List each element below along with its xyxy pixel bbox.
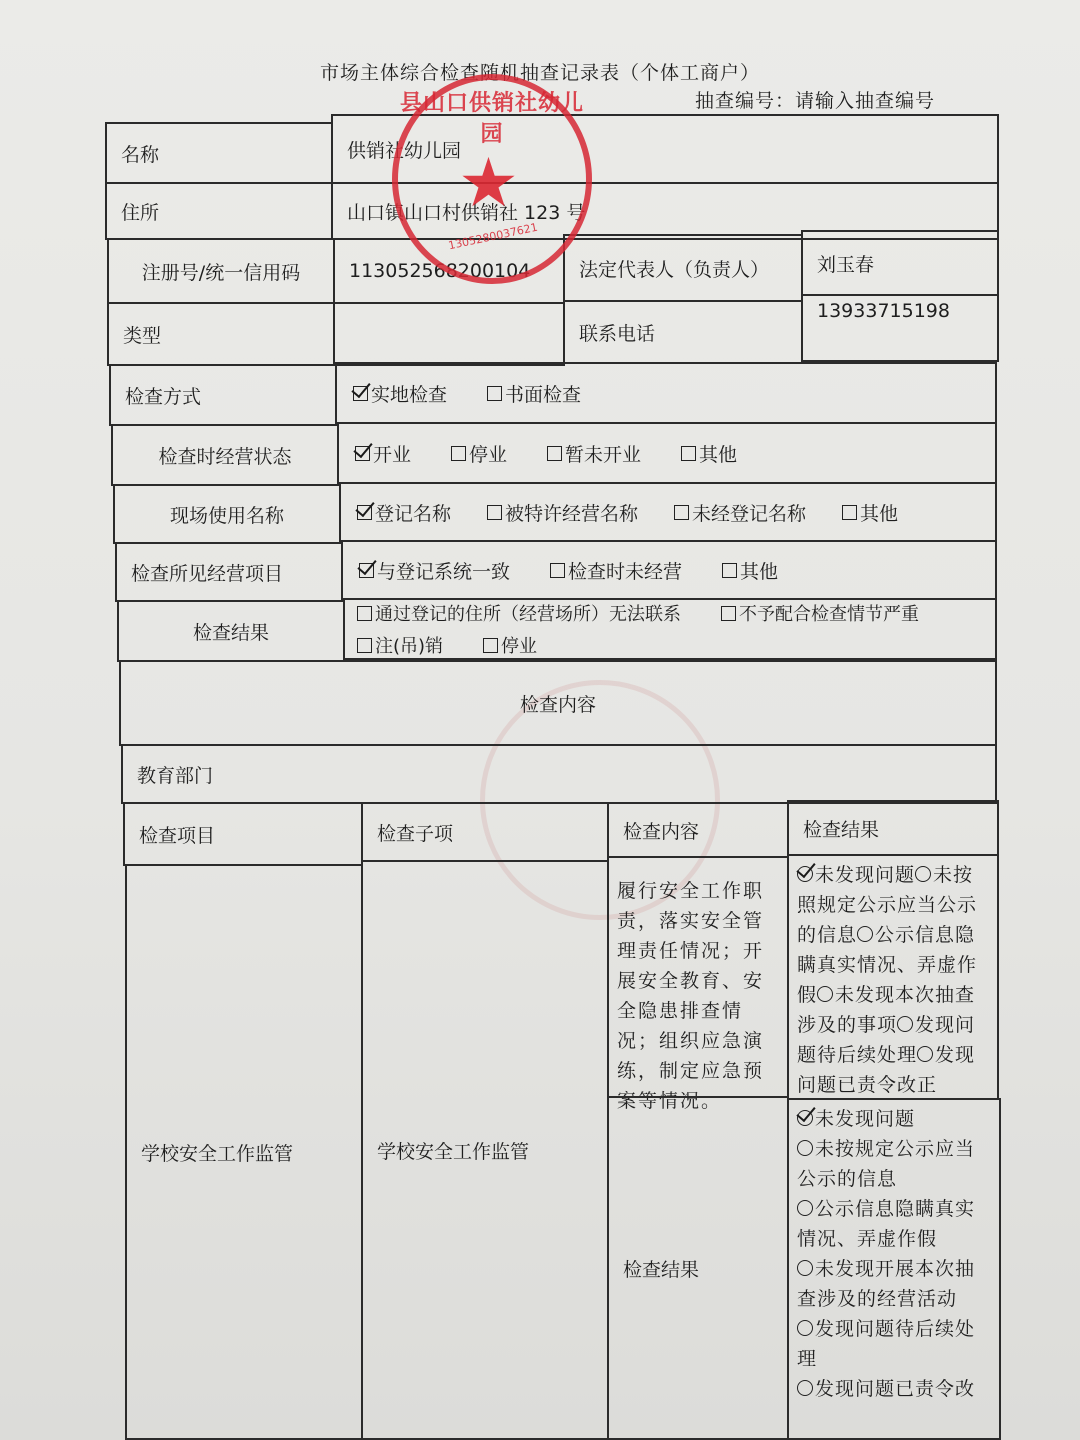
radio-option-5[interactable] (797, 1314, 991, 1374)
option-onsite-check[interactable] (353, 380, 447, 407)
radio-checked[interactable] (797, 866, 813, 882)
checkbox[interactable] (722, 563, 737, 578)
star-icon: ★ (458, 144, 519, 223)
radio[interactable] (797, 1140, 813, 1156)
radio-checked[interactable] (797, 1110, 813, 1126)
option-not-operating[interactable] (550, 557, 682, 584)
radio-label: 发现问题待后续处理 (797, 1014, 976, 1066)
header-inspection-result: 检查结果 (787, 800, 999, 856)
option-label: 未经登记名称 (692, 502, 807, 525)
option-label: 停业 (469, 443, 508, 466)
checkbox-checked[interactable] (353, 386, 368, 401)
radio-label: 未按规定公示应当公示的信息 (797, 1138, 976, 1190)
result-group-2 (787, 1098, 1001, 1440)
rep-label: 法定代表人（负责人） (563, 234, 803, 302)
radio-label: 未发现本次抽查涉及的事项 (797, 984, 976, 1036)
method-options (335, 362, 997, 424)
seal-text: 县山口供销社幼儿园 (399, 91, 584, 147)
radio[interactable] (797, 1380, 813, 1396)
radio-label: 发现问题待后续处理 (797, 1318, 976, 1370)
header-inspection-subitem: 检查子项 (361, 802, 609, 862)
site-name-options (339, 482, 997, 542)
option-unreachable[interactable] (357, 600, 681, 626)
radio-label: 发现问题已责令改正 (797, 1044, 976, 1096)
radio-option-4[interactable] (797, 1254, 991, 1314)
inspection-subitem: 学校安全工作监管 (361, 860, 609, 1440)
checkbox[interactable] (357, 606, 372, 621)
radio[interactable] (797, 1200, 813, 1216)
radio[interactable] (817, 986, 833, 1002)
inspection-content-text: 履行安全工作职责，落实安全管理责任情况；开展安全教育、安全隐患排查情况；组织应急演练，制定应急预案等情况。 (617, 880, 765, 1112)
option-label: 其他 (740, 560, 779, 583)
option-label: 实地检查 (371, 383, 448, 406)
radio-option-2[interactable] (797, 1134, 991, 1194)
checkbox[interactable] (357, 638, 372, 653)
option-label: 注(吊)销 (375, 636, 444, 657)
result-group-2-options (789, 1100, 999, 1408)
checkbox[interactable] (674, 505, 689, 520)
business-items-options (341, 540, 997, 600)
radio-label: 发现问题已责令改 (815, 1378, 976, 1400)
checkbox[interactable] (451, 446, 466, 461)
inspection-content-header: 检查内容 (119, 660, 997, 746)
option-label: 暂未开业 (565, 443, 642, 466)
address-label: 住所 (105, 182, 333, 240)
form-title: 市场主体综合检查随机抽查记录表（个体工商户） (319, 62, 760, 84)
inspection-result-label: 检查结果 (607, 1096, 789, 1440)
radio[interactable] (917, 1046, 933, 1062)
type-label: 类型 (107, 302, 335, 366)
option-other[interactable] (681, 440, 737, 467)
name-label: 名称 (105, 122, 333, 184)
option-written-check[interactable] (487, 380, 581, 407)
checkbox[interactable] (681, 446, 696, 461)
option-open[interactable] (355, 440, 411, 467)
option-label: 其他 (699, 443, 738, 466)
option-registered-name[interactable] (357, 499, 451, 526)
checkbox-checked[interactable] (357, 505, 372, 520)
status-options (337, 422, 997, 484)
result-label: 检查结果 (117, 600, 345, 662)
address-value: 山口镇山口村供销社 123 号 (331, 182, 999, 240)
checkbox[interactable] (721, 606, 736, 621)
checkbox-checked[interactable] (359, 563, 374, 578)
seal-serial: 1305280037621 (447, 220, 539, 253)
radio-label: 公示信息隐瞒真实情况、弄虚作假 (797, 924, 978, 1006)
reg-label: 注册号/统一信用码 (107, 238, 335, 304)
status-label: 检查时经营状态 (111, 424, 339, 486)
option-label: 检查时未经营 (568, 560, 683, 583)
inspection-item: 学校安全工作监管 (125, 864, 363, 1440)
option-other[interactable] (842, 499, 898, 526)
checkbox[interactable] (547, 446, 562, 461)
department-label: 教育部门 (121, 744, 997, 804)
radio[interactable] (897, 1016, 913, 1032)
result-group-1 (787, 854, 999, 1100)
option-label: 停业 (501, 636, 538, 657)
radio[interactable] (857, 926, 873, 942)
checkbox[interactable] (487, 505, 502, 520)
type-value (333, 302, 565, 366)
reg-value: 113052568200104 (333, 238, 565, 304)
header-inspection-item: 检查项目 (123, 802, 363, 866)
option-label: 被特许经营名称 (505, 502, 639, 525)
result-options (343, 598, 997, 660)
checkbox[interactable] (487, 386, 502, 401)
option-suspended[interactable] (483, 632, 537, 658)
option-label: 通过登记的住所（经营场所）无法联系 (375, 604, 681, 625)
name-value: 供销社幼儿园 (331, 114, 999, 184)
radio-option-3[interactable] (797, 1194, 991, 1254)
option-label: 开业 (373, 443, 412, 466)
radio-label: 未发现开展本次抽查涉及的经营活动 (797, 1258, 976, 1310)
inspection-content (607, 856, 789, 1112)
checkbox-checked[interactable] (355, 446, 370, 461)
radio-option-1[interactable] (797, 864, 915, 886)
option-label: 登记名称 (375, 502, 452, 525)
radio[interactable] (915, 866, 931, 882)
option-other[interactable] (722, 557, 778, 584)
option-label: 与登记系统一致 (377, 560, 511, 583)
business-items-label: 检查所见经营项目 (115, 542, 343, 602)
rep-value: 刘玉春 (801, 230, 999, 296)
radio-label: 公示信息隐瞒真实情况、弄虚作假 (797, 1198, 976, 1250)
option-closed[interactable] (451, 440, 507, 467)
option-label: 书面检查 (505, 383, 582, 406)
result-group-1-options (789, 856, 997, 1104)
radio-label: 未发现问题 (815, 1108, 916, 1130)
phone-value: 13933715198 (801, 294, 999, 362)
radio[interactable] (797, 1320, 813, 1336)
radio-option-1[interactable] (797, 1104, 991, 1134)
option-matches-registration[interactable] (359, 557, 510, 584)
checkbox[interactable] (842, 505, 857, 520)
option-label: 其他 (860, 502, 899, 525)
option-unregistered-name[interactable] (674, 499, 806, 526)
checkbox[interactable] (483, 638, 498, 653)
radio-option-6[interactable] (797, 1374, 991, 1404)
option-label: 不予配合检查情节严重 (739, 604, 919, 625)
option-not-yet-open[interactable] (547, 440, 641, 467)
option-uncooperative[interactable] (721, 600, 919, 626)
phone-label: 联系电话 (563, 300, 803, 364)
radio-label: 未按照规定公示应当公示的信息 (797, 864, 978, 946)
method-label: 检查方式 (109, 364, 337, 426)
option-franchise-name[interactable] (487, 499, 638, 526)
site-name-label: 现场使用名称 (113, 484, 341, 544)
check-number: 抽查编号：请输入抽查编号 (694, 90, 935, 112)
option-revoked[interactable] (357, 632, 443, 658)
header-inspection-content: 检查内容 (607, 802, 789, 858)
radio[interactable] (797, 1260, 813, 1276)
radio-label: 未发现问题 (815, 864, 916, 886)
checkbox[interactable] (550, 563, 565, 578)
